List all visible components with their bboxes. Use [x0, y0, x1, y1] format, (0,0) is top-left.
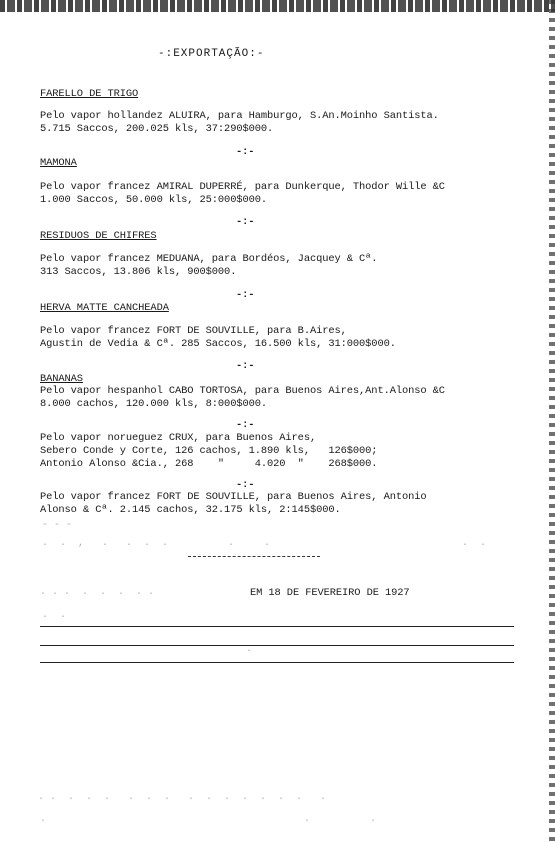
separator: -:- [236, 360, 255, 372]
section-heading-bananas: BANANAS [40, 373, 83, 385]
faded-text: - - - [42, 520, 73, 531]
bananas-crux-line: Pelo vapor norueguez CRUX, para Buenos Aires, [40, 432, 317, 444]
dashed-rule [188, 556, 320, 557]
faded-text: . . [42, 610, 67, 621]
faded-text: . . [462, 538, 487, 549]
section-line: 1.000 Saccos, 50.000 kls, 25:000$000. [40, 194, 268, 206]
section-heading-farello: FARELLO DE TRIGO [40, 88, 139, 100]
section-heading-herva-matte: HERVA MATTE CANCHEADA [40, 302, 169, 314]
horizontal-rule [40, 662, 514, 663]
horizontal-rule [40, 645, 514, 646]
scan-top-edge [0, 0, 555, 12]
section-line: 313 Saccos, 13.806 kls, 900$000. [40, 266, 237, 278]
bananas-crux-line: Sebero Conde y Corte, 126 cachos, 1.890 kls, 126$000; [40, 445, 378, 457]
date-line: EM 18 DE FEVEREIRO DE 1927 [250, 587, 410, 599]
bananas-fort-line: Pelo vapor francez FORT DE SOUVILLE, para Buenos Aires, Antonio [40, 491, 427, 503]
page-title: -:EXPORTAÇÃO:- [158, 48, 265, 60]
separator: -:- [236, 146, 255, 158]
section-line: 8.000 cachos, 120.000 kls, 8:000$000. [40, 398, 268, 410]
separator: -:- [236, 289, 255, 301]
faded-text: . [246, 644, 253, 655]
section-line: 5.715 Saccos, 200.025 kls, 37:290$000. [40, 123, 274, 135]
faded-text: . . . . . . . . [40, 587, 155, 598]
separator: -:- [236, 479, 255, 491]
separator: -:- [236, 419, 255, 431]
section-line: Pelo vapor francez FORT DE SOUVILLE, para B.Aires, [40, 325, 347, 337]
bananas-fort-line: Alonso & Cª. 2.145 cachos, 32.175 kls, 2:145$000. [40, 504, 341, 516]
section-line: Pelo vapor hollandez ALUIRA, para Hamburgo, S.An.Moinho Santista. [40, 110, 439, 122]
scan-right-edge [549, 0, 555, 842]
horizontal-rule [40, 626, 514, 627]
section-heading-mamona: MAMONA [40, 157, 77, 169]
section-line: Pelo vapor francez AMIRAL DUPERRÉ, para Dunkerque, Thodor Wille &C [40, 181, 445, 193]
faded-text: . . . . . . . . . . . . . . . . [38, 792, 327, 803]
section-line: Pelo vapor hespanhol CABO TORTOSA, para Buenos Aires,Ant.Alonso &C [40, 385, 445, 397]
section-line: Pelo vapor francez MEDUANA, para Bordéos, Jacquey & Cª. [40, 253, 378, 265]
faded-text: . . . [40, 814, 377, 825]
section-heading-residuos: RESIDUOS DE CHIFRES [40, 230, 157, 242]
separator: -:- [236, 216, 255, 228]
bananas-crux-line: Antonio Alonso &Cia., 268 " 4.020 " 268$000. [40, 458, 378, 470]
faded-text: . . , . . . . . . [42, 538, 271, 549]
section-line: Agustin de Vedia & Cª. 285 Saccos, 16.500 kls, 31:000$000. [40, 338, 396, 350]
